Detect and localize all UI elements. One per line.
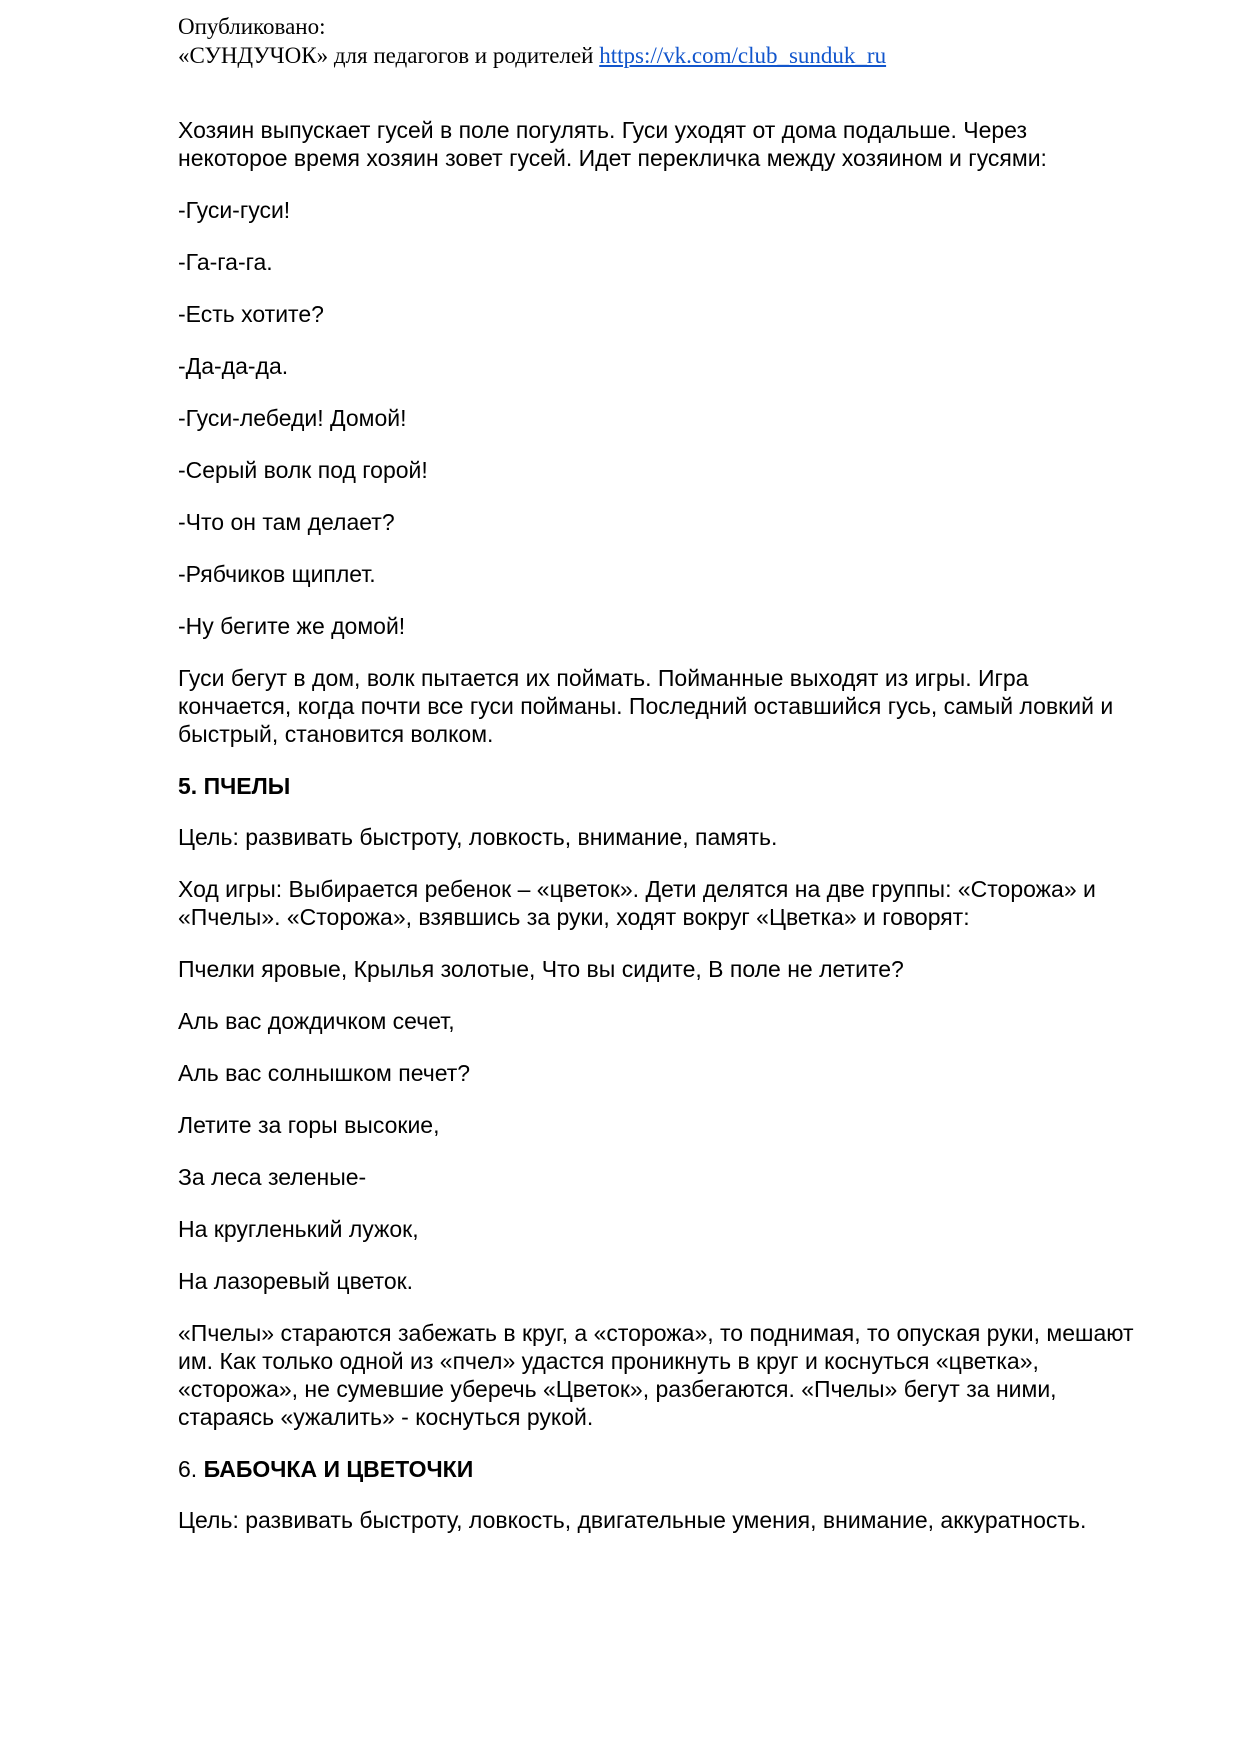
section-title: БАБОЧКА И ЦВЕТОЧКИ bbox=[203, 1456, 474, 1482]
publication-header bbox=[178, 12, 1178, 70]
dialog-line: -Ну бегите же домой! bbox=[178, 613, 406, 639]
vk-link[interactable]: https://vk.com/club_sunduk_ru bbox=[599, 43, 887, 68]
section-goal: Цель: развивать быстроту, ловкость, двигательные умения, внимание, аккуратность. bbox=[178, 1507, 1087, 1533]
section-rules: «Пчелы» стараются забежать в круг, а «сторожа», то поднимая, то опуская руки, мешают им. Как только одной из «пчел» удастся проникнуть в круг и коснуться «цветка», «сторожа», не сумевшие уберечь «Цветок», разбегаются. «Пчелы» бегут за ними, стараясь «ужалить» - коснуться рукой. bbox=[178, 1320, 1134, 1430]
poem-line: На лазоревый цветок. bbox=[178, 1268, 414, 1294]
dialog-line: -Рябчиков щиплет. bbox=[178, 561, 376, 587]
poem-line: Летите за горы высокие, bbox=[178, 1112, 440, 1138]
dialog-line: -Гуси-лебеди! Домой! bbox=[178, 405, 407, 431]
poem-line: Аль вас дождичком сечет, bbox=[178, 1008, 455, 1034]
dialog-line: -Да-да-да. bbox=[178, 353, 289, 379]
poem-line: За леса зеленые- bbox=[178, 1164, 367, 1190]
poem-line: Аль вас солнышком печет? bbox=[178, 1060, 471, 1086]
dialog-line: -Га-га-га. bbox=[178, 249, 273, 275]
paragraph: Хозяин выпускает гусей в поле погулять. Гуси уходят от дома подальше. Через некоторое время хозяин зовет гусей. Идет перекличка между хозяином и гусями: bbox=[178, 117, 1047, 171]
poem-line: На кругленький лужок, bbox=[178, 1216, 419, 1242]
poem-line: Пчелки яровые, Крылья золотые, Что вы сидите, В поле не летите? bbox=[178, 956, 904, 982]
dialog-line: -Серый волк под горой! bbox=[178, 457, 428, 483]
document-body bbox=[178, 116, 1138, 1558]
published-label: Опубликовано: bbox=[178, 14, 326, 39]
publisher-text: «СУНДУЧОК» для педагогов и родителей bbox=[178, 43, 594, 68]
section-heading bbox=[178, 1455, 1138, 1483]
section-heading: 5. ПЧЕЛЫ bbox=[178, 773, 291, 799]
dialog-line: -Гуси-гуси! bbox=[178, 197, 291, 223]
publisher-line bbox=[178, 41, 1178, 70]
dialog-line: -Есть хотите? bbox=[178, 301, 324, 327]
section-number: 6. bbox=[178, 1456, 198, 1482]
section-process: Ход игры: Выбирается ребенок – «цветок». Дети делятся на две группы: «Сторожа» и «Пчелы». «Сторожа», взявшись за руки, ходят вокруг «Цветка» и говорят: bbox=[178, 876, 1096, 930]
section-goal: Цель: развивать быстроту, ловкость, внимание, память. bbox=[178, 824, 778, 850]
paragraph: Гуси бегут в дом, волк пытается их поймать. Пойманные выходят из игры. Игра кончается, когда почти все гуси пойманы. Последний оставшийся гусь, самый ловкий и быстрый, становится волком. bbox=[178, 665, 1114, 747]
dialog-line: -Что он там делает? bbox=[178, 509, 395, 535]
